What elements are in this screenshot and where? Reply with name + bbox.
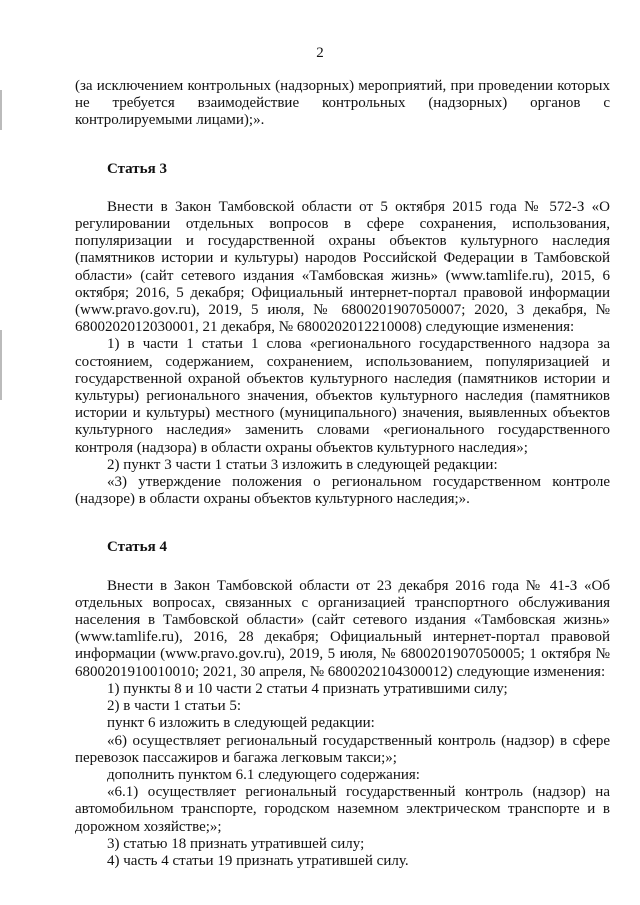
- scan-edge-mark: [0, 90, 2, 130]
- page-number: 2: [316, 45, 324, 61]
- article-4-item-2-sub-1: пункт 6 изложить в следующей редакции:: [107, 715, 375, 732]
- article-4-body: Внести в Закон Тамбовской области от 23 декабря 2016 года № 41-З «Об отдельных вопросах, связанных с организацией транспортного обслуживания населения в Тамбовской области» (сайт сетевого издания «Тамбовская жизнь» (www.tamlife.ru), 2016, 28 декабря; Официальный интернет-портал правовой информации (www.pravo.gov.ru), 2019, 5 июля, № 6800201907050005; 1 октября № 6800201910010010; 2021, 30 апреля, № 6800202104300012) следующие изменения:: [75, 577, 610, 680]
- article-3-heading: Статья 3: [107, 160, 167, 177]
- article-4-heading: Статья 4: [107, 539, 167, 556]
- article-3-item-2: 2) пункт 3 части 1 статьи 3 изложить в следующей редакции:: [107, 456, 498, 473]
- article-4-item-3: 3) статью 18 признать утратившей силу;: [107, 835, 365, 852]
- article-4-item-2-sub-2-text: «6.1) осуществляет региональный государственный контроль (надзор) на автомобильном транспорте, городском наземном электрическом транспорте и в дорожном хозяйстве;»;: [75, 784, 610, 835]
- document-body: [75, 78, 610, 870]
- article-4-item-4: 4) часть 4 статьи 19 признать утратившей силу.: [107, 852, 409, 869]
- article-3-body: Внести в Закон Тамбовской области от 5 октября 2015 года № 572-З «О регулировании отдельных вопросов в сфере сохранения, использования, популяризации и государственной охраны объектов культурного наследия (памятников истории и культуры) народов Российской Федерации в Тамбовской области» (сайт сетевого издания «Тамбовская жизнь» (www.tamlife.ru), 2015, 6 октября; 2016, 5 декабря; Официальный интернет-портал правовой информации (www.pravo.gov.ru), 2019, 5 июля, № 6800201907050007; 2020, 3 декабря, № 6800202012030001, 21 декабря, № 6800202012210008) следующие изменения:: [75, 198, 610, 336]
- intro-fragment: (за исключением контрольных (надзорных) мероприятий, при проведении которых не требуется взаимодействие контрольных (надзорных) органов с контролируемыми лицами);».: [75, 78, 610, 129]
- article-4-item-2-sub-2: дополнить пунктом 6.1 следующего содержания:: [107, 766, 420, 783]
- article-4-item-2: 2) в части 1 статьи 5:: [107, 698, 242, 715]
- article-3-item-2-text: «3) утверждение положения о региональном государственном контроле (надзоре) в области охраны объектов культурного наследия;».: [75, 474, 610, 508]
- scan-edge-mark: [0, 330, 2, 400]
- article-4-item-2-sub-1-text: «6) осуществляет региональный государственный контроль (надзор) в сфере перевозок пассажиров и багажа легковым такси;»;: [75, 732, 610, 766]
- article-3-item-1: 1) в части 1 статьи 1 слова «регионального государственного надзора за состоянием, содержанием, сохранением, использованием, популяризацией и государственной охраной объектов культурного наследия (памятников истории и культуры) регионального значения, объектов культурного наследия (памятников истории и культуры) местного (муниципального) значения, выявленных объектов культурного наследия» заменить словами «регионального государственного контроля (надзора) в области охраны объектов культурного наследия»;: [75, 336, 610, 456]
- article-4-item-1: 1) пункты 8 и 10 части 2 статьи 4 признать утратившими силу;: [107, 680, 508, 697]
